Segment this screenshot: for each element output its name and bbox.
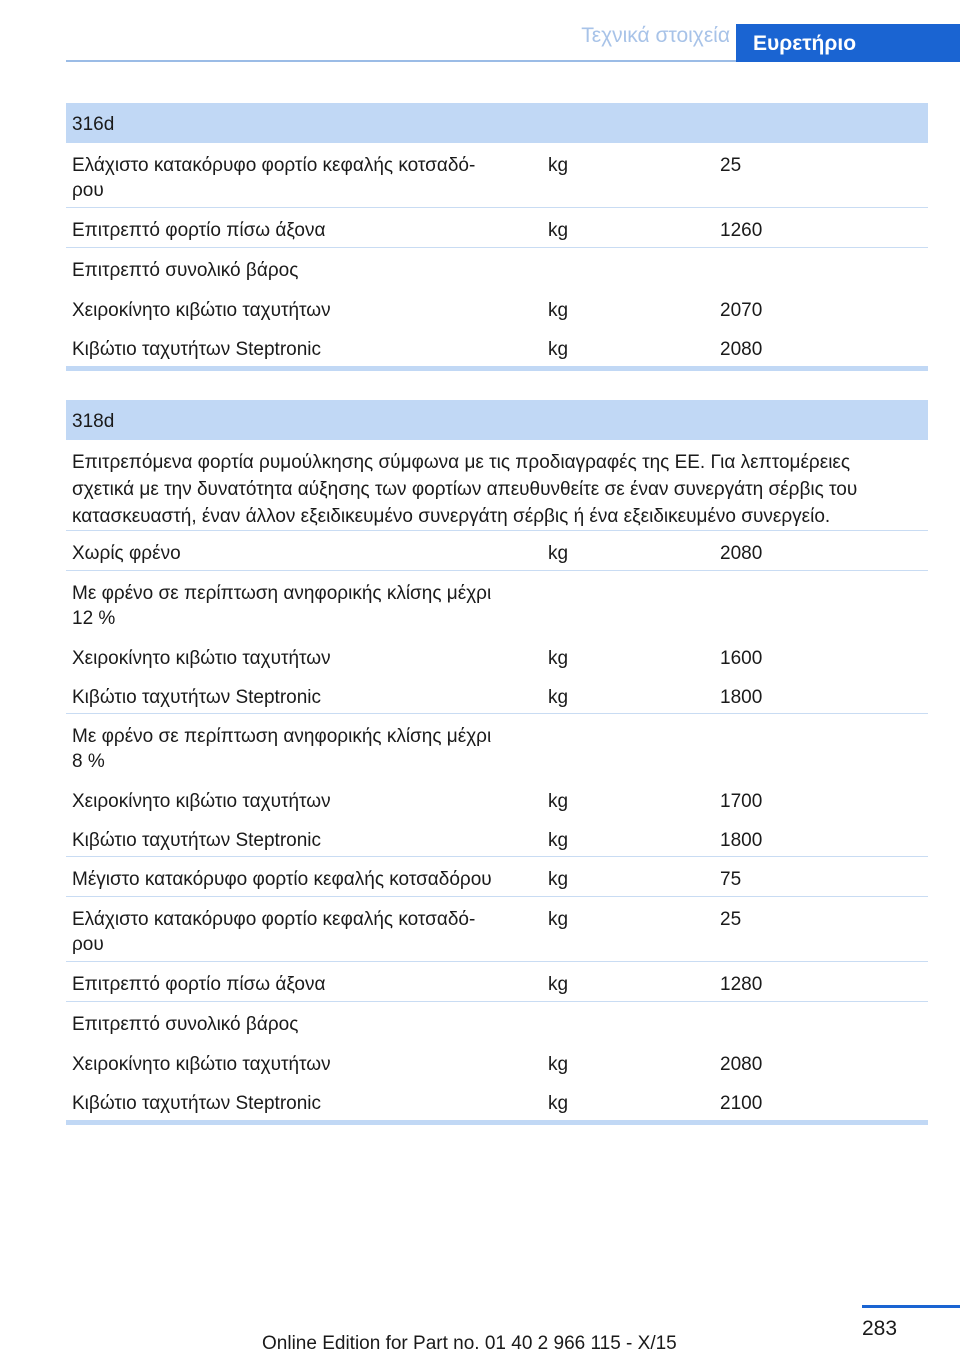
- row-label: Χειροκίνητο κιβώτιο ταχυτήτων: [72, 791, 331, 812]
- table-row: [66, 248, 928, 288]
- row-value: 1260: [720, 220, 763, 241]
- table-note: Επιτρεπόμενα φορτία ρυμούλκησης σύμφωνα με τις προδιαγραφές της ΕΕ. Για λεπτομέρειες σχετικά με την δυνατότητα αύξησης των φορτίων απευθυνθείτε σε έναν συνεργάτη σέρβις του κατασκευαστή, έναν άλλον εξειδικευμένο συνεργάτη σέρβις ή ένα εξειδικευμένο συνεργείο.: [66, 440, 928, 531]
- row-unit: kg: [548, 543, 569, 564]
- table-row: [66, 571, 928, 636]
- row-value: 75: [720, 869, 742, 890]
- table-row: [66, 531, 928, 571]
- row-unit: kg: [548, 1093, 569, 1114]
- table-row: [66, 779, 928, 818]
- row-label: Κιβώτιο ταχυτήτων Steptronic: [72, 339, 322, 360]
- row-value: 25: [720, 909, 742, 930]
- row-label: Κιβώτιο ταχυτήτων Steptronic: [72, 830, 322, 851]
- table-row: [66, 897, 928, 962]
- row-value: 25: [720, 155, 742, 176]
- table-row: [66, 714, 928, 779]
- row-value: 2080: [720, 543, 763, 564]
- row-value: 1800: [720, 687, 763, 708]
- header-divider: [66, 60, 736, 62]
- row-unit: kg: [548, 974, 569, 995]
- row-unit: kg: [548, 155, 569, 176]
- row-label: Χειροκίνητο κιβώτιο ταχυτήτων: [72, 1054, 331, 1075]
- row-unit: kg: [548, 220, 569, 241]
- row-label: Κιβώτιο ταχυτήτων Steptronic: [72, 1093, 322, 1114]
- table-end-rule: [66, 1120, 928, 1125]
- row-unit: kg: [548, 869, 569, 890]
- table-title: 318d: [66, 400, 928, 440]
- row-value: 2080: [720, 339, 763, 360]
- footer-divider: [862, 1305, 960, 1308]
- table-row: [66, 857, 928, 897]
- table-row: [66, 288, 928, 327]
- table-row: [66, 1042, 928, 1081]
- table-row: [66, 1002, 928, 1042]
- table-row: [66, 818, 928, 857]
- table-end-rule: [66, 366, 928, 371]
- row-unit: kg: [548, 1054, 569, 1075]
- row-unit: kg: [548, 909, 569, 930]
- row-value: 1600: [720, 648, 763, 669]
- row-label: Με φρένο σε περίπτωση ανηφορικής κλίσης μέχρι 8 %: [72, 726, 492, 772]
- table-row: [66, 208, 928, 248]
- page-header: [0, 0, 960, 62]
- row-label: Κιβώτιο ταχυτήτων Steptronic: [72, 687, 322, 708]
- row-label: Με φρένο σε περίπτωση ανηφορικής κλίσης μέχρι 12 %: [72, 583, 492, 629]
- table-row: [66, 636, 928, 675]
- row-label: Επιτρεπτό φορτίο πίσω άξονα: [72, 974, 326, 995]
- row-unit: kg: [548, 339, 569, 360]
- row-value: 1280: [720, 974, 763, 995]
- row-unit: kg: [548, 300, 569, 321]
- row-unit: kg: [548, 687, 569, 708]
- table-row: [66, 1081, 928, 1120]
- row-value: 2100: [720, 1093, 763, 1114]
- page-number: 283: [862, 1317, 898, 1340]
- row-value: 1800: [720, 830, 763, 851]
- row-label: Ελάχιστο κατακόρυφο φορτίο κεφαλής κοτσαδό- ρου: [72, 909, 476, 955]
- edition-text: Online Edition for Part no. 01 40 2 966 115 - X/15: [262, 1333, 677, 1354]
- tab-technical-data[interactable]: Τεχνικά στοιχεία: [581, 24, 730, 47]
- row-unit: kg: [548, 791, 569, 812]
- row-label: Επιτρεπτό συνολικό βάρος: [72, 1014, 299, 1035]
- row-label: Ελάχιστο κατακόρυφο φορτίο κεφαλής κοτσαδό- ρου: [72, 155, 476, 201]
- table-row: [66, 143, 928, 208]
- row-unit: kg: [548, 648, 569, 669]
- table-row: [66, 675, 928, 714]
- row-label: Χειροκίνητο κιβώτιο ταχυτήτων: [72, 300, 331, 321]
- tab-index[interactable]: Ευρετήριο: [736, 24, 960, 62]
- row-unit: kg: [548, 830, 569, 851]
- table-title: 316d: [66, 103, 928, 143]
- table-row: [66, 962, 928, 1002]
- row-label: Επιτρεπτό συνολικό βάρος: [72, 260, 299, 281]
- table-316d: [66, 103, 928, 371]
- table-row: [66, 327, 928, 366]
- row-label: Μέγιστο κατακόρυφο φορτίο κεφαλής κοτσαδόρου: [72, 869, 492, 890]
- row-label: Επιτρεπτό φορτίο πίσω άξονα: [72, 220, 326, 241]
- row-label: Χειροκίνητο κιβώτιο ταχυτήτων: [72, 648, 331, 669]
- row-value: 2070: [720, 300, 763, 321]
- row-value: 2080: [720, 1054, 763, 1075]
- row-value: 1700: [720, 791, 763, 812]
- table-318d: [66, 400, 928, 1125]
- row-label: Χωρίς φρένο: [72, 543, 181, 564]
